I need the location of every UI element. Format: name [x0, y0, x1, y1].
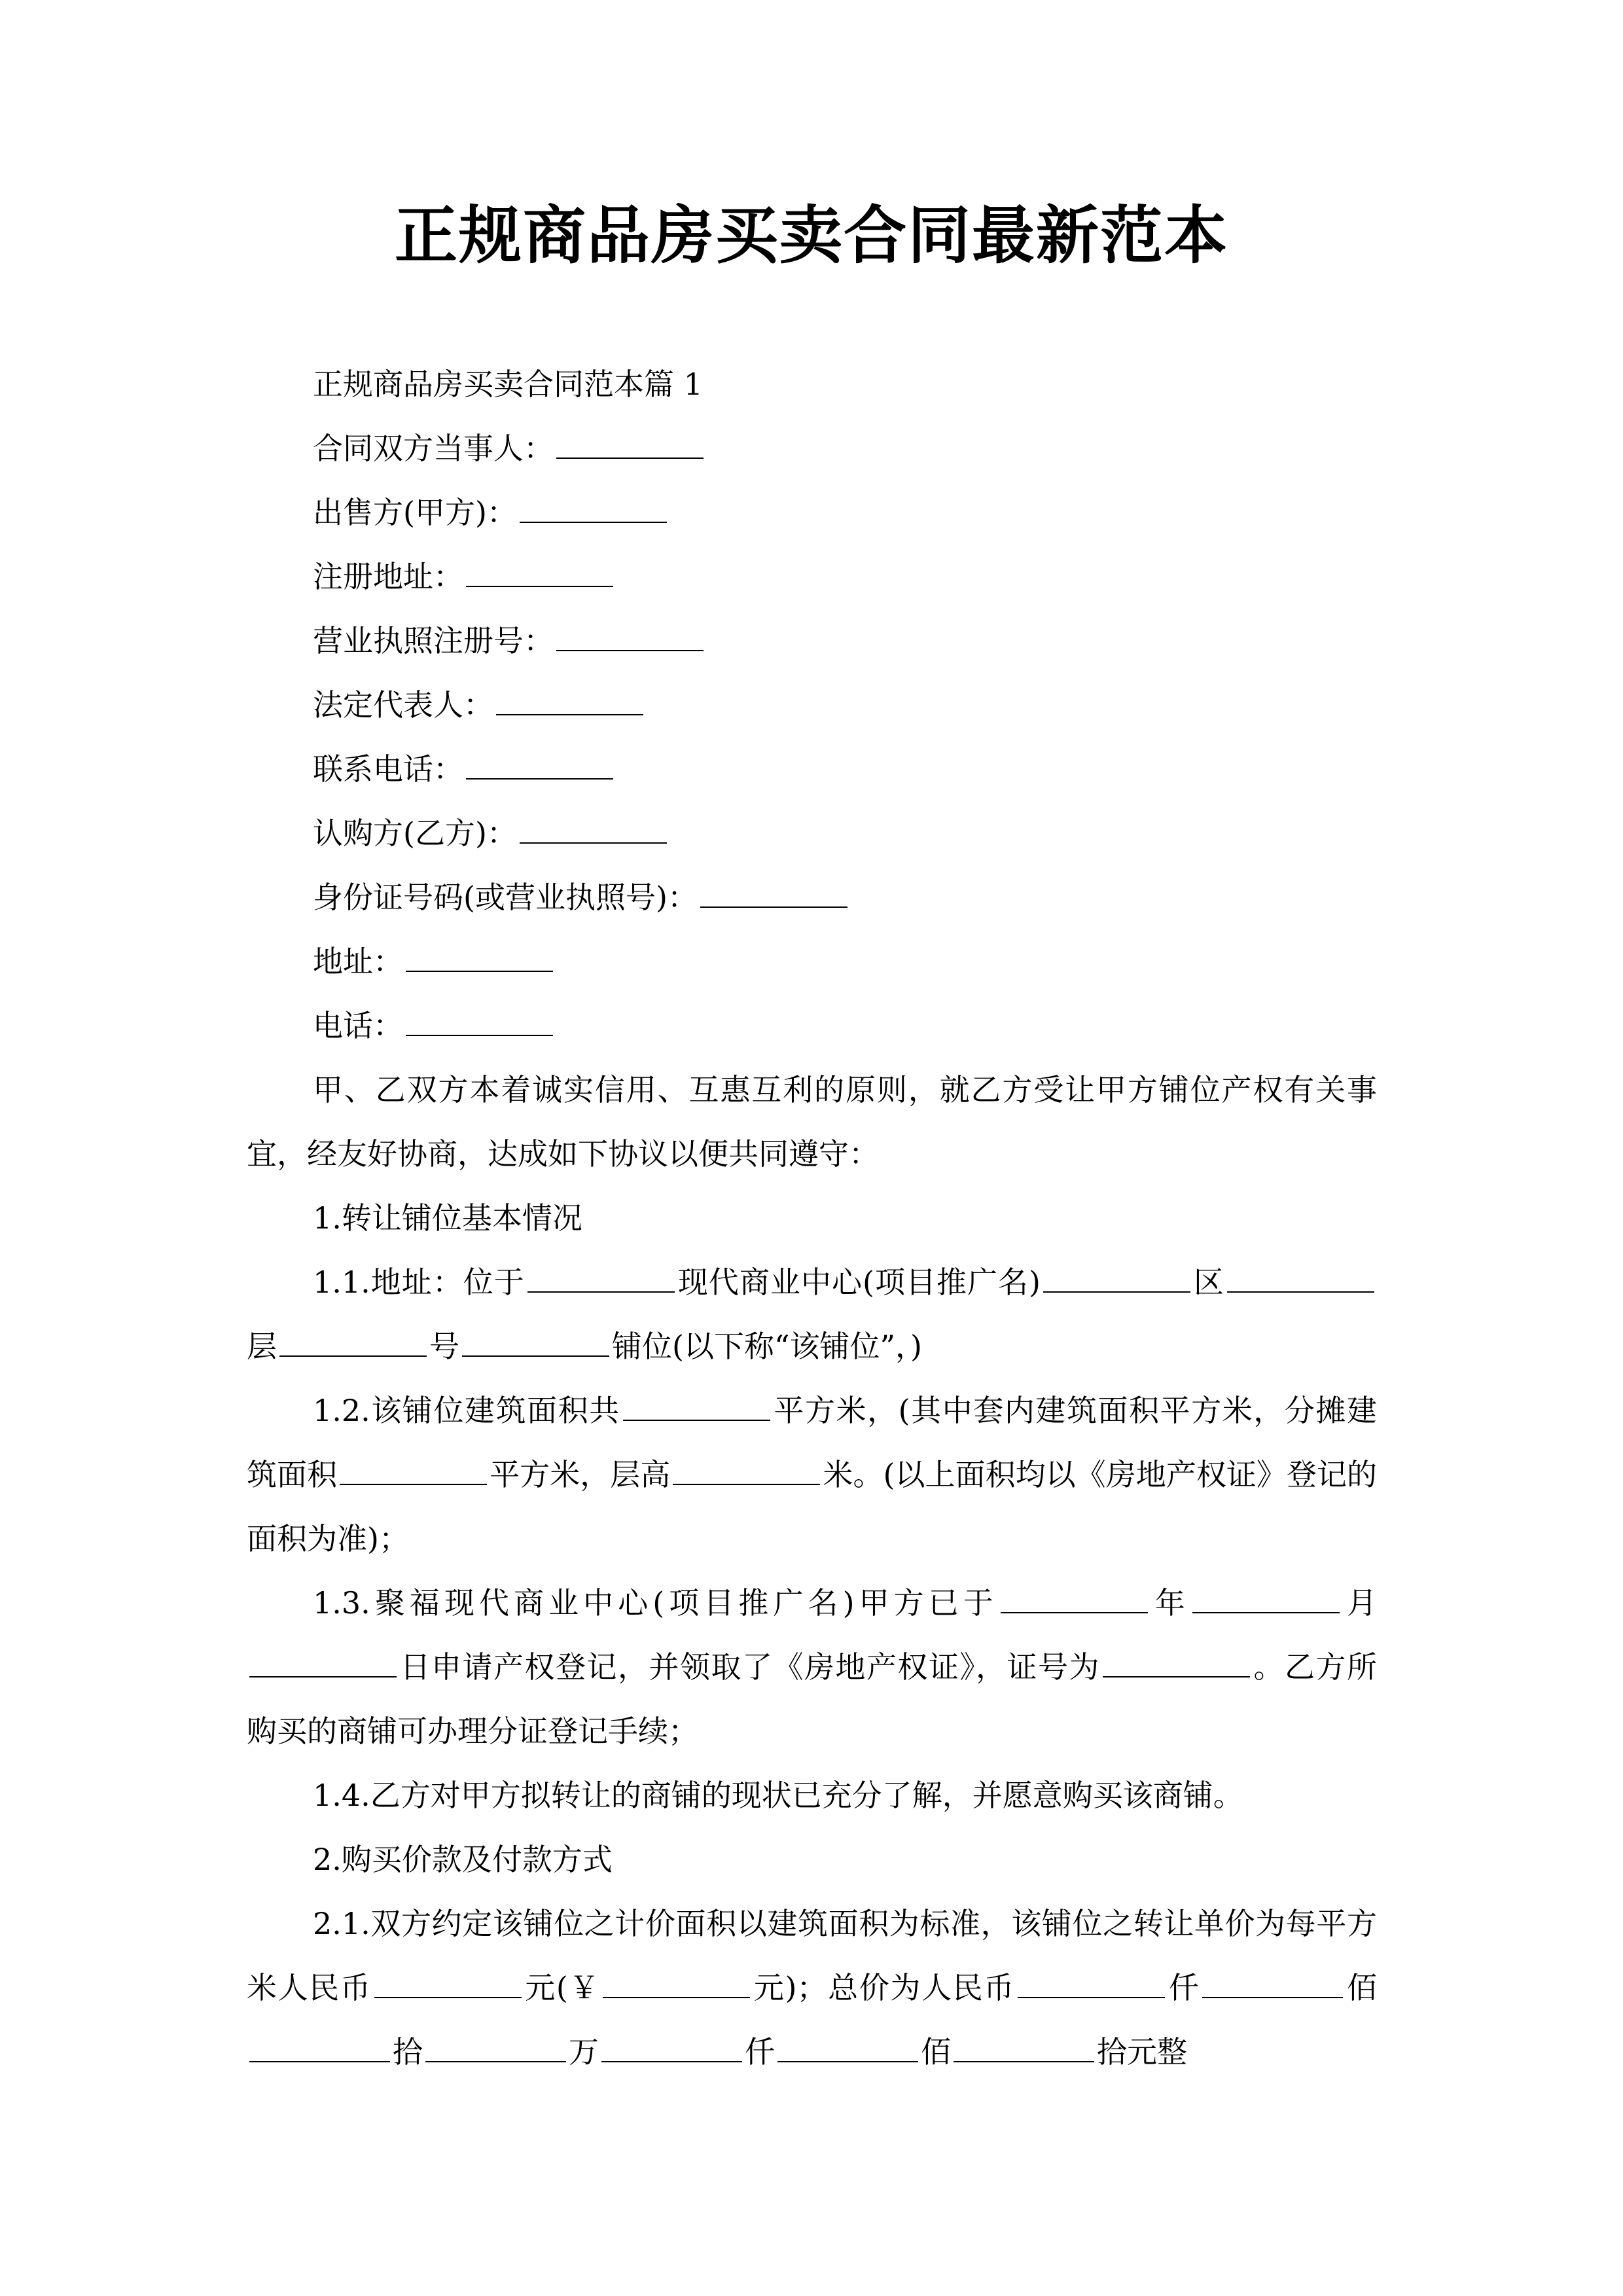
- blank-line[interactable]: [777, 2031, 918, 2062]
- clause-text: 日申请产权登记，并领取了《房地产权证》，证号为: [399, 1649, 1100, 1685]
- clause-text: 仟: [745, 2034, 775, 2070]
- clause-1-2: [247, 1378, 1377, 1571]
- clause-text: 平方米，(其中套内建筑面积平方米，分摊建筑面积: [247, 1393, 1377, 1492]
- clause-text: 拾元整: [1097, 2034, 1187, 2070]
- clause-text: 铺位(以下称“该铺位”，): [612, 1329, 922, 1364]
- clause-text: 平方米，层高: [490, 1457, 671, 1492]
- blank-line[interactable]: [279, 1325, 427, 1357]
- clause-1-3: [247, 1571, 1377, 1763]
- clause-text: 米。(以上面积均以《房地产权证》登记的面积为准)；: [247, 1457, 1378, 1556]
- blank-line[interactable]: [406, 941, 553, 972]
- clause-1-1: [247, 1250, 1377, 1378]
- field-label: 地址：: [313, 944, 403, 979]
- blank-line[interactable]: [1103, 1646, 1250, 1677]
- document-title: 正规商品房买卖合同最新范本: [395, 198, 1228, 272]
- clause-text: 元)；总价为人民币: [753, 1970, 1016, 2005]
- clause-text: 现代商业中心(项目推广名): [677, 1265, 1041, 1300]
- field-label: 身份证号码(或营业执照号)：: [313, 880, 698, 915]
- clause-2-1: [247, 1892, 1377, 2084]
- blank-line[interactable]: [556, 427, 704, 459]
- blank-line[interactable]: [466, 748, 613, 780]
- field-seller: [247, 480, 1377, 545]
- field-label: 电话：: [313, 1008, 403, 1043]
- field-label: 注册地址：: [313, 559, 463, 594]
- blank-line[interactable]: [1227, 1261, 1374, 1293]
- blank-line[interactable]: [374, 1967, 522, 1998]
- document-body: [247, 352, 1377, 2084]
- clause-text: 2.1.双方约定该铺位之计价面积以建筑面积为标准，该铺位之转让单价为每平方米人民币: [247, 1906, 1377, 2005]
- field-legal-representative: [247, 673, 1377, 737]
- field-business-license: [247, 609, 1377, 673]
- field-phone: [247, 994, 1377, 1058]
- blank-line[interactable]: [249, 1646, 397, 1677]
- clause-text: 区: [1192, 1265, 1224, 1300]
- clause-text: 1.3.聚福现代商业中心(项目推广名)甲方已于: [313, 1585, 998, 1621]
- blank-line[interactable]: [527, 1261, 675, 1293]
- clause-text: 仟: [1168, 1970, 1200, 2005]
- blank-line[interactable]: [520, 492, 667, 523]
- blank-line[interactable]: [340, 1454, 487, 1485]
- blank-line[interactable]: [1202, 1967, 1343, 1998]
- field-id-number: [247, 865, 1377, 929]
- field-address: [247, 929, 1377, 994]
- section-2-heading: 2.购买价款及付款方式: [313, 1842, 613, 1877]
- blank-line[interactable]: [954, 2031, 1094, 2062]
- clause-text: 万: [569, 2034, 599, 2070]
- field-label: 出售方(甲方)：: [313, 495, 517, 530]
- field-contact-phone: [247, 737, 1377, 801]
- section-heading: 正规商品房买卖合同范本篇 1: [313, 367, 703, 402]
- blank-line[interactable]: [556, 620, 704, 651]
- preamble-paragraph: 甲、乙双方本着诚实信用、互惠互利的原则，就乙方受让甲方铺位产权有关事宜，经友好协商，达成如下协议以便共同遵守：: [247, 1072, 1377, 1172]
- clause-text: 。乙方所购买的商铺可办理分证登记手续；: [247, 1649, 1377, 1749]
- field-registered-address: [247, 545, 1377, 609]
- clause-1-4: 1.4.乙方对甲方拟转让的商铺的现状已充分了解，并愿意购买该商铺。: [313, 1778, 1243, 1813]
- clause-text: 号: [429, 1329, 459, 1364]
- blank-line[interactable]: [1043, 1261, 1190, 1293]
- blank-line[interactable]: [520, 812, 667, 844]
- blank-line[interactable]: [700, 876, 847, 908]
- clause-text: 元(￥: [524, 1970, 601, 2005]
- clause-text: 佰: [921, 2034, 951, 2070]
- blank-line[interactable]: [1018, 1967, 1165, 1998]
- field-label: 合同双方当事人：: [313, 431, 554, 466]
- blank-line[interactable]: [249, 2031, 390, 2062]
- clause-text: 1.2.该铺位建筑面积共: [313, 1393, 620, 1428]
- blank-line[interactable]: [462, 1325, 609, 1357]
- blank-line[interactable]: [601, 2031, 742, 2062]
- clause-text: 1.1.地址：位于: [313, 1265, 525, 1300]
- clause-text: 年: [1150, 1585, 1190, 1621]
- clause-text: 拾: [393, 2034, 423, 2070]
- field-label: 法定代表人：: [313, 687, 493, 723]
- blank-line[interactable]: [1192, 1582, 1340, 1613]
- section-1-heading: 1.转让铺位基本情况: [313, 1200, 582, 1236]
- blank-line[interactable]: [623, 1390, 770, 1421]
- blank-line[interactable]: [673, 1454, 820, 1485]
- blank-line[interactable]: [466, 556, 613, 587]
- clause-text: 月: [1342, 1585, 1378, 1621]
- field-label: 认购方(乙方)：: [313, 816, 517, 851]
- blank-line[interactable]: [406, 1005, 553, 1036]
- field-label: 联系电话：: [313, 751, 463, 787]
- clause-text: 层: [247, 1329, 277, 1364]
- blank-line[interactable]: [1001, 1582, 1148, 1613]
- blank-line[interactable]: [425, 2031, 566, 2062]
- blank-line[interactable]: [496, 684, 643, 715]
- field-buyer: [247, 801, 1377, 865]
- field-parties: [247, 416, 1377, 480]
- clause-text: 佰: [1346, 1970, 1378, 2005]
- blank-line[interactable]: [603, 1967, 750, 1998]
- field-label: 营业执照注册号：: [313, 623, 554, 658]
